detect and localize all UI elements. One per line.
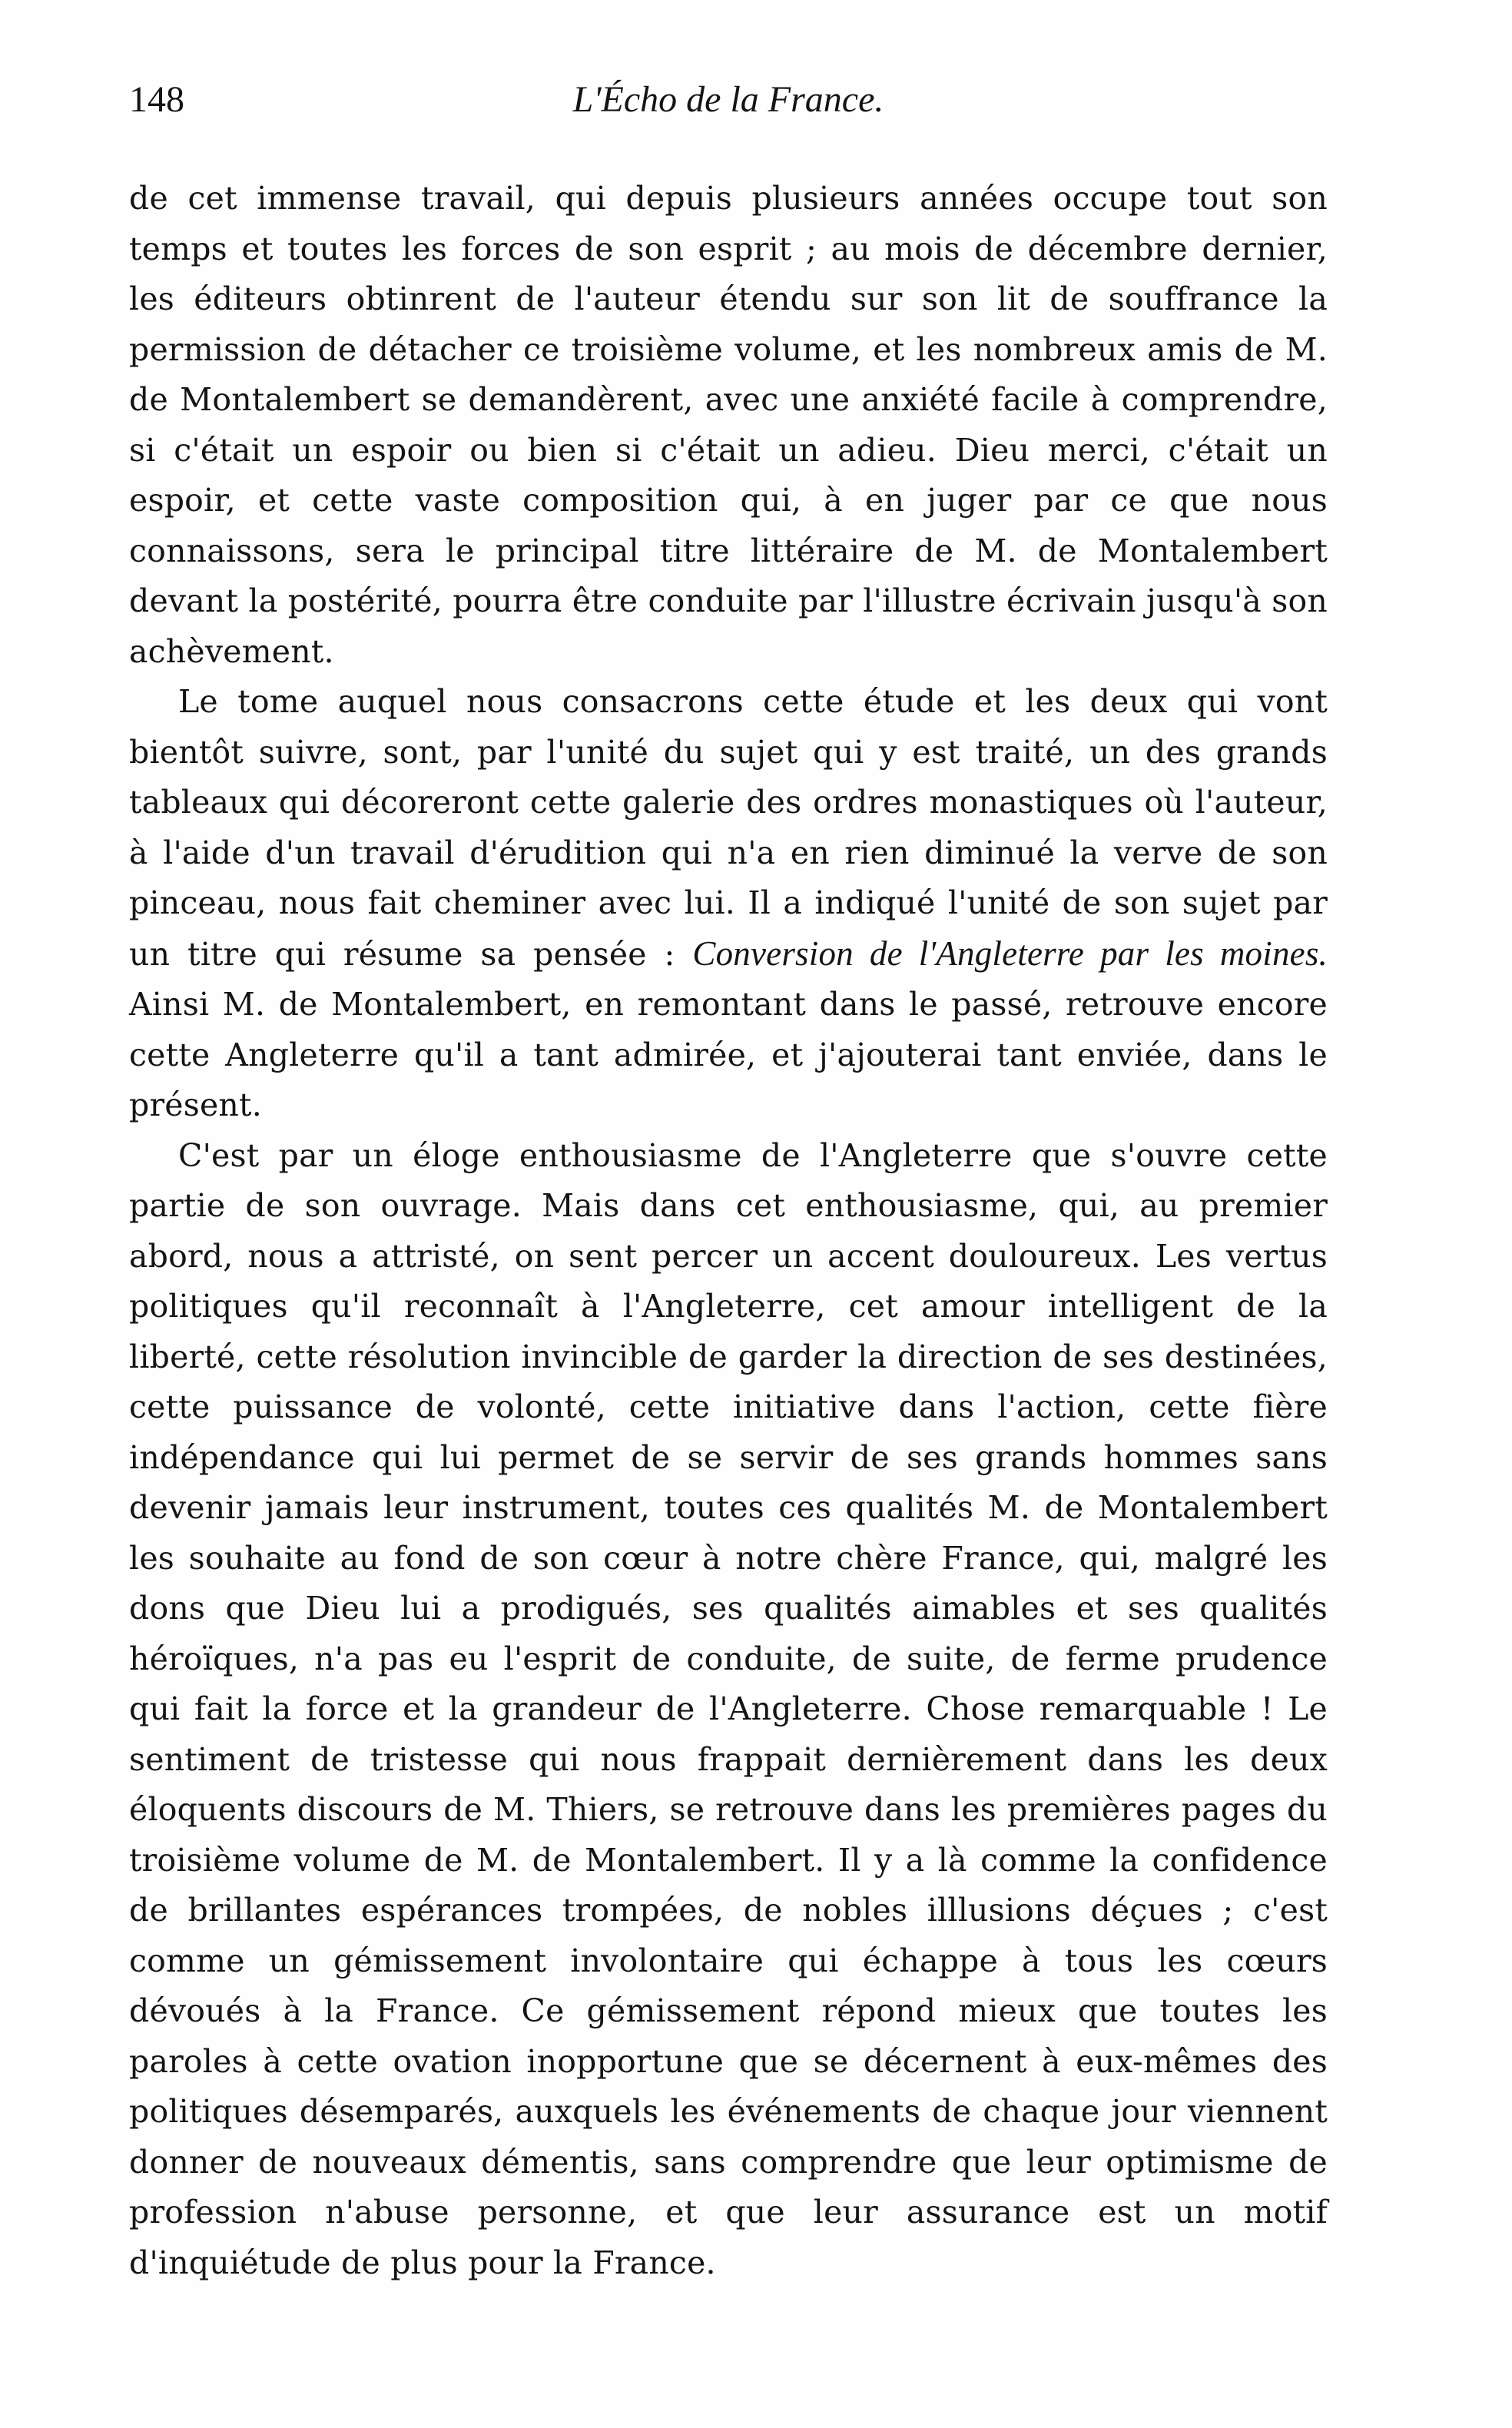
paragraph-2 bbox=[129, 677, 1328, 1131]
text-body bbox=[129, 174, 1328, 2288]
running-head bbox=[129, 77, 1328, 123]
journal-title: L'Écho de la France. bbox=[572, 79, 884, 120]
paragraph-1: de cet immense travail, qui depuis plusieurs années occupe tout son temps et toutes les forces de son esprit ; au mois de décembre dernier, les éditeurs obtinrent de l'auteur étendu sur son lit de souffrance la permission de détacher ce troisième volume, et les nombreux amis de M. de Montalembert se demandèrent, avec une anxiété facile à comprendre, si c'était un espoir ou bien si c'était un adieu. Dieu merci, c'était un espoir, et cette vaste composition qui, à en juger par ce que nous connaissons, sera le principal titre littéraire de M. de Montalembert devant la postérité, pourra être conduite par l'illustre écrivain jusqu'à son achèvement. bbox=[129, 180, 1328, 670]
paragraph-2-text-before: Le tome auquel nous consacrons cette étude et les deux qui vont bientôt suivre, sont, par l'unité du sujet qui y est traité, un des grands tableaux qui décoreront cette galerie des ordres monastiques où l'auteur, à l'aide d'un travail d'érudition qui n'a en rien diminué la verve de son pinceau, nous fait cheminer avec lui. Il a indiqué l'unité de son sujet par un titre qui résume sa pensée : bbox=[129, 683, 1328, 973]
page-number: 148 bbox=[129, 79, 184, 120]
paragraph-3: C'est par un éloge enthousiasme de l'Angleterre que s'ouvre cette partie de son ouvrage. Mais dans cet enthousiasme, qui, au premier abord, nous a attristé, on sent percer un accent douloureux. Les vertus politiques qu'il reconnaît à l'Angleterre, cet amour intelligent de la liberté, cette résolution invincible de garder la direction de ses destinées, cette puissance de volonté, cette initiative dans l'action, cette fière indépendance qui lui permet de se servir de ses grands hommes sans devenir jamais leur instrument, toutes ces qualités M. de Montalembert les souhaite au fond de son cœur à notre chère France, qui, malgré les dons que Dieu lui a prodigués, ses qualités aimables et ses qualités héroïques, n'a pas eu l'esprit de conduite, de suite, de ferme prudence qui fait la force et la grandeur de l'Angleterre. Chose remarquable ! Le sentiment de tristesse qui nous frappait dernièrement dans les deux éloquents discours de M. Thiers, se retrouve dans les premières pages du troisième volume de M. de Montalembert. Il y a là comme la confidence de brillantes espérances trompées, de nobles illlusions déçues ; c'est comme un gémissement involontaire qui échappe à tous les cœurs dévoués à la France. Ce gémissement répond mieux que toutes les paroles à cette ovation inopportune que se décernent à eux-mêmes des politiques désemparés, auxquels les événements de chaque jour viennent donner de nouveaux démentis, sans comprendre que leur optimisme de profession n'abuse personne, et que leur assurance est un motif d'inquiétude de plus pour la France. bbox=[129, 1136, 1328, 2281]
book-title: Conversion de l'Angleterre par les moines. bbox=[692, 934, 1328, 973]
paragraph-2-text-after: Ainsi M. de Montalembert, en remontant dans le passé, retrouve encore cette Angleterre qu'il a tant admirée, et j'ajouterai tant enviée, dans le présent. bbox=[129, 986, 1328, 1123]
